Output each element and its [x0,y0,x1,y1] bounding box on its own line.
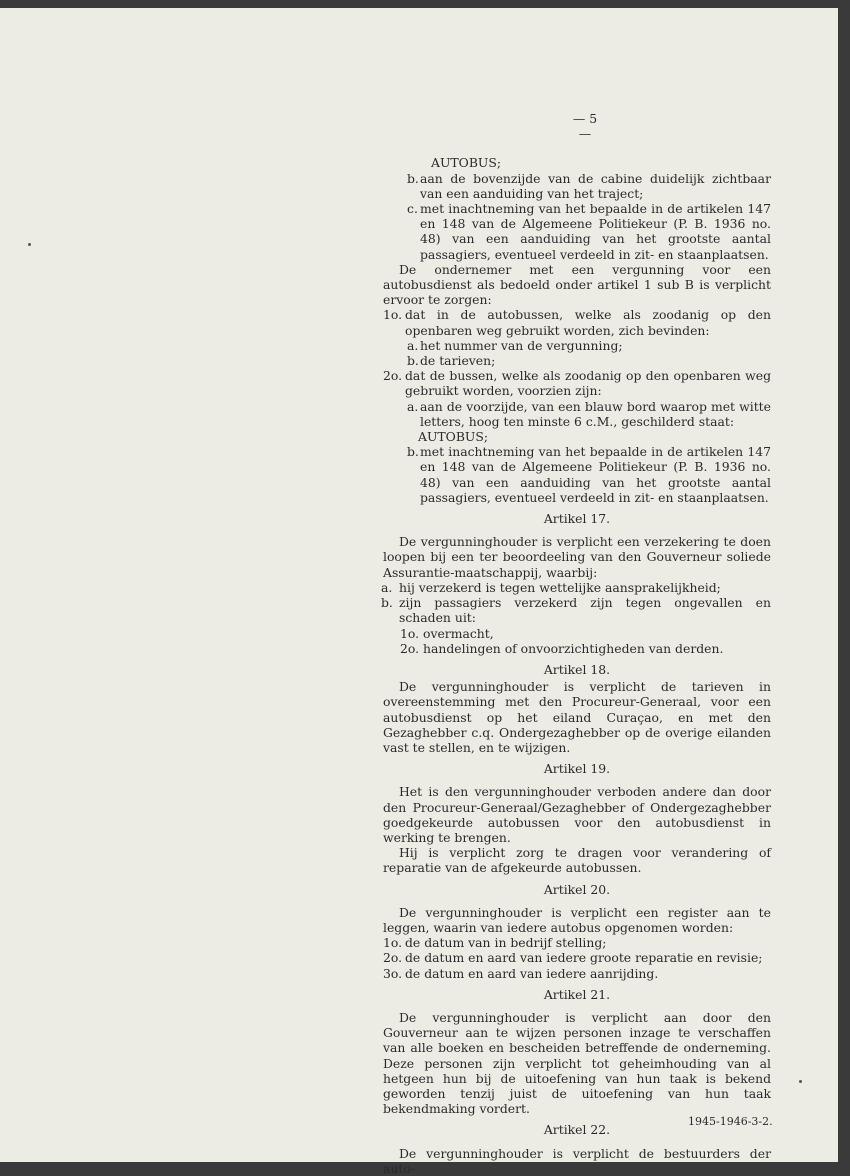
list-marker: b. [407,170,419,186]
paragraph: Hij is verplicht zorg te dragen voor verandering of reparatie van de afgekeurde autobussen. [383,845,771,876]
list-text: met inachtneming van het bepaalde in de artikelen 147 en 148 van de Algemeene Politiekeur (P. B. 1936 no. 48) van een aanduiding van het grootste aantal passagiers, eventueel verdeeld in zit- en staanplaatsen. [420,201,771,262]
paper-speck [28,243,31,246]
paragraph: De vergunninghouder is verplicht de bestuurders der auto- [383,1145,771,1176]
article-heading: Artikel 20. [543,881,611,897]
list-item [383,353,771,368]
list-item [383,368,771,398]
article-heading: Artikel 21. [543,986,611,1002]
paragraph: De ondernemer met een vergunning voor een autobusdienst als bedoeld onder artikel 1 sub B is verplicht ervoor te zorgen: [383,261,771,308]
list-item [383,626,771,641]
list-text: overmacht, [423,625,494,641]
list-item [383,950,771,965]
list-text: aan de voorzijde, van een blauw bord waarop met witte letters, hoog ten minste 6 c.M., geschilderd staat: [420,398,771,429]
list-marker: 1o. [400,625,420,641]
list-text: het nummer van de vergunning; [420,337,623,353]
text-column [383,111,771,1176]
article-heading: Artikel 17. [543,511,611,527]
article-heading: Artikel 22. [543,1122,611,1138]
list-text: handelingen of onvoorzichtigheden van derden. [423,640,724,656]
list-item [383,201,771,262]
list-text: de tarieven; [420,353,496,369]
article-heading: Artikel 19. [543,761,611,777]
list-item [383,171,771,201]
list-text: zijn passagiers verzekerd zijn tegen ongevallen en schaden uit: [399,595,771,626]
document-code: 1945-1946-3-2. [688,1115,773,1128]
page-number: — 5 — [572,111,598,142]
paragraph: De vergunninghouder is verplicht een verzekering te doen loopen bij een ter beoordeeling van den Gouverneur soliede Assurantie-maatschappij, waarbij: [383,534,771,580]
list-marker: b. [407,444,419,460]
list-item [383,444,771,505]
list-item [383,966,771,981]
list-marker: a. [407,337,419,353]
list-text: de datum en aard van iedere groote reparatie en revisie; [405,950,763,966]
list-text: dat in de autobussen, welke als zoodanig op den openbaren weg gebruikt worden, zich bevinden: [405,307,771,338]
list-text: de datum van in bedrijf stelling; [405,935,607,951]
list-item [383,935,771,950]
list-marker: 2o. [383,368,403,384]
list-text: met inachtneming van het bepaalde in de artikelen 147 en 148 van de Algemeene Politiekeur (P. B. 1936 no. 48) van een aanduiding van het grootste aantal passagiers, eventueel verdeeld in zit- en staanplaatsen. [420,444,771,505]
autobus-label: AUTOBUS; [418,429,489,445]
paper-speck [799,1080,802,1083]
list-item [383,641,771,656]
list-text: dat de bussen, welke als zoodanig op den openbaren weg gebruikt worden, voorzien zijn: [405,368,771,399]
list-item [383,399,771,429]
list-item [383,307,771,337]
autobus-heading: AUTOBUS; [431,155,502,171]
list-marker: 3o. [383,965,403,981]
list-marker: 1o. [383,307,403,323]
list-item [383,338,771,353]
list-marker: a. [407,398,419,414]
list-marker: b. [381,595,393,611]
document-page [0,8,838,1176]
list-marker: 2o. [400,640,420,656]
list-text: hij verzekerd is tegen wettelijke aansprakelijkheid; [399,579,721,595]
paragraph: Het is den vergunninghouder verboden andere dan door den Procureur-Generaal/Gezaghebber of Ondergezaghebber goedgekeurde autobussen voor den autobusdienst in werking te brengen. [383,784,771,845]
list-marker: a. [381,579,393,595]
list-text: de datum en aard van iedere aanrijding. [405,965,659,981]
paragraph: De vergunninghouder is verplicht aan door den Gouverneur aan te wijzen personen inzage te verschaffen van alle boeken en bescheiden betreffende de onderneming. Deze personen zijn verplicht tot geheimhouding van al hetgeen hun bij de uitoefening van hun taak is bekend geworden tenzij juist de uitoefening van hun taak bekendmaking vordert. [383,1009,771,1117]
list-text: aan de bovenzijde van de cabine duidelijk zichtbaar van een aanduiding van het traject; [420,170,771,201]
paragraph: De vergunninghouder is verplicht een register aan te leggen, waarin van iedere autobus opgenomen worden: [383,904,771,935]
list-item [381,580,771,595]
list-marker: 1o. [383,935,403,951]
list-marker: 2o. [383,950,403,966]
article-heading: Artikel 18. [543,661,611,677]
list-marker: c. [407,201,418,217]
list-marker: b. [407,353,419,369]
paragraph: De vergunninghouder is verplicht de tarieven in overeenstemming met den Procureur-Generaal, voor een autobusdienst op het eiland Curaçao, en met den Gezaghebber c.q. Ondergezaghebber op de overige eilanden vast te stellen, en te wijzigen. [383,679,771,755]
list-item [381,595,771,625]
